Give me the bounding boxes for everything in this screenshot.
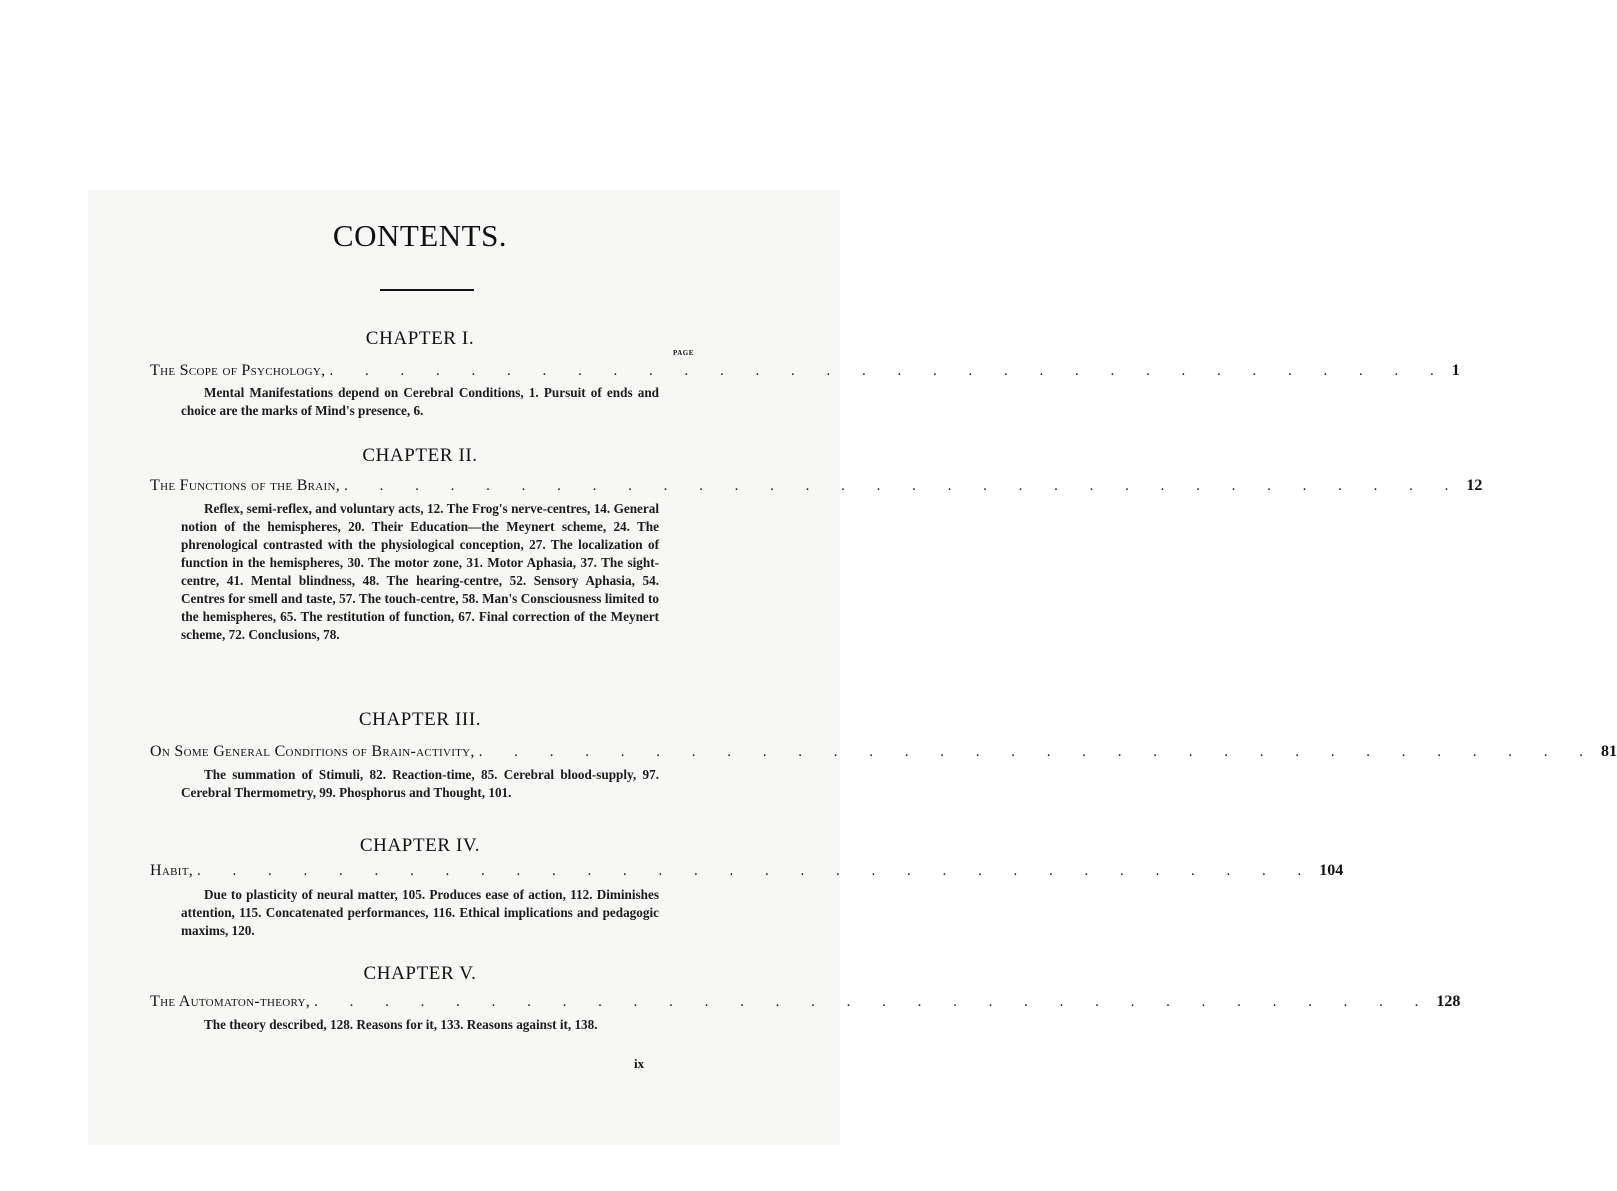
chapter-4-entry[interactable] — [150, 862, 1344, 884]
chapter-4-leader-dots: . . . . . . . . . . . . . . . . . . . . . . . . . . . . . . . . — [197, 863, 1316, 879]
chapter-2-leader-dots: . . . . . . . . . . . . . . . . . . . . . . . . . . . . . . . . — [344, 478, 1463, 494]
chapter-5-page: 128 — [1436, 993, 1461, 1010]
chapter-4-heading: CHAPTER IV. — [359, 835, 481, 856]
chapter-5-entry[interactable] — [150, 993, 1461, 1015]
chapter-2-summary: Reflex, semi-reflex, and voluntary acts, 12. The Frog's nerve-centres, 14. General notion of the hemispheres, 20. Their Education—the Meynert scheme, 24. The phrenological contrasted with the physiological conception, 27. The localization of function in the hemispheres, 30. The motor zone, 31. Motor Aphasia, 37. The sight-centre, 41. Mental blindness, 48. The hearing-centre, 52. Sensory Aphasia, 54. Centres for smell and taste, 57. The touch-centre, 58. Man's Consciousness limited to the hemispheres, 65. The restitution of function, 67. Final correction of the Meynert scheme, 72. Conclusions, 78. — [181, 501, 659, 642]
chapter-1-leader-dots: . . . . . . . . . . . . . . . . . . . . . . . . . . . . . . . . — [329, 363, 1448, 379]
chapter-4-page: 104 — [1319, 862, 1344, 879]
chapter-1-heading: CHAPTER I. — [365, 328, 475, 349]
chapter-3-title: On Some General Conditions of Brain-activity, — [150, 743, 475, 760]
chapter-5-heading: CHAPTER V. — [363, 963, 477, 984]
page-title: CONTENTS. — [332, 218, 508, 253]
page-folio: ix — [634, 1056, 645, 1071]
chapter-2-heading: CHAPTER II. — [362, 445, 478, 466]
chapter-3-summary: The summation of Stimuli, 82. Reaction-time, 85. Cerebral blood-supply, 97. Cerebral Thermometry, 99. Phosphorus and Thought, 101. — [181, 767, 659, 800]
chapter-1-title: The Scope of Psychology, — [150, 362, 326, 379]
chapter-4-summary: Due to plasticity of neural matter, 105. Produces ease of action, 112. Diminishes attention, 115. Concatenated performances, 116. Ethical implications and pedagogic maxims, 120. — [181, 887, 659, 938]
chapter-3-leader-dots: . . . . . . . . . . . . . . . . . . . . . . . . . . . . . . . . — [478, 744, 1597, 760]
page-column-label: PAGE — [673, 349, 694, 357]
chapter-5-title: The Automaton-theory, — [150, 993, 311, 1010]
chapter-1-summary: Mental Manifestations depend on Cerebral Conditions, 1. Pursuit of ends and choice are the marks of Mind's presence, 6. — [181, 385, 659, 418]
chapter-3-heading: CHAPTER III. — [358, 709, 482, 730]
chapter-1-entry[interactable] — [150, 362, 1460, 384]
chapter-2-entry[interactable] — [150, 477, 1483, 499]
title-rule — [380, 289, 474, 291]
chapter-2-title: The Functions of the Brain, — [150, 477, 341, 494]
chapter-3-page: 81 — [1600, 743, 1617, 760]
chapter-3-entry[interactable] — [150, 743, 1617, 765]
chapter-5-leader-dots: . . . . . . . . . . . . . . . . . . . . . . . . . . . . . . . . — [314, 994, 1433, 1010]
chapter-2-page: 12 — [1466, 477, 1483, 494]
chapter-5-summary: The theory described, 128. Reasons for it, 133. Reasons against it, 138. — [204, 1017, 598, 1032]
chapter-4-title: Habit, — [150, 862, 194, 879]
chapter-1-page: 1 — [1451, 362, 1460, 379]
